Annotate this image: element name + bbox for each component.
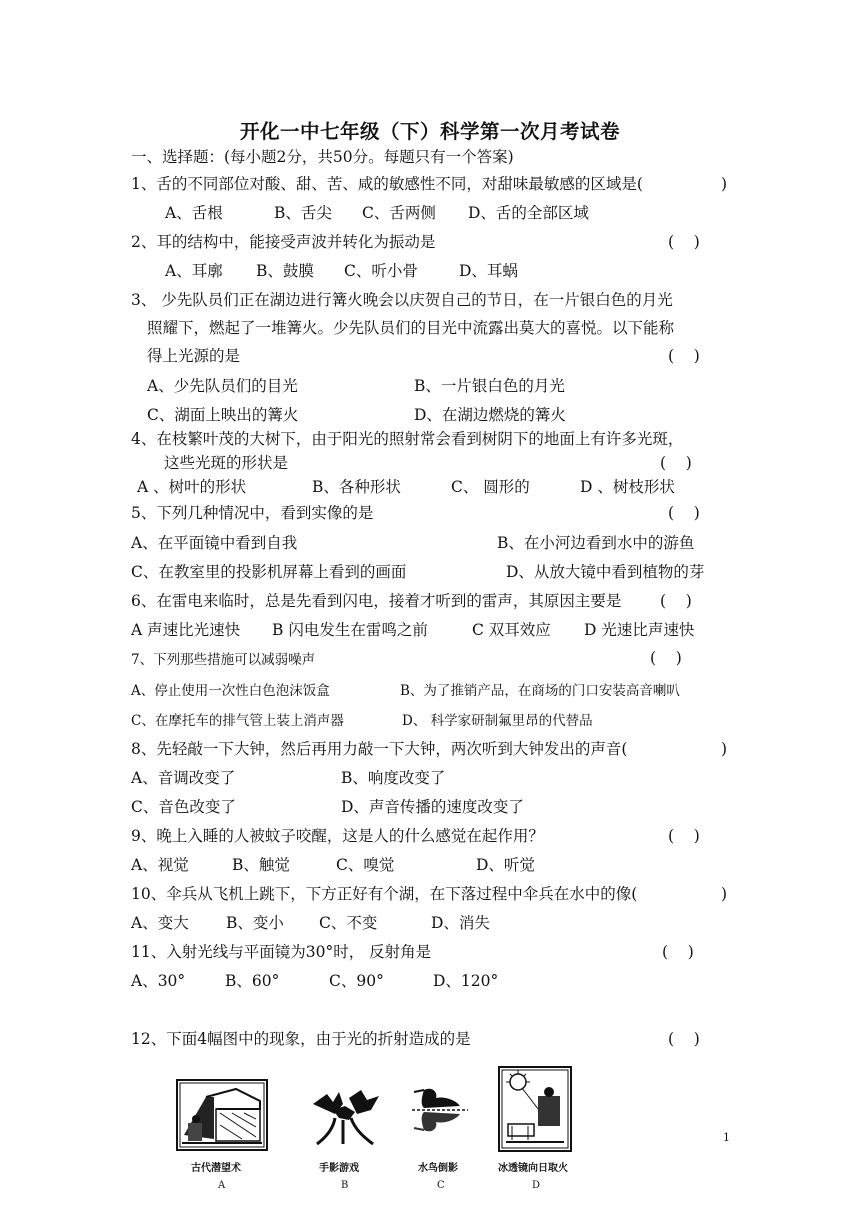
q1-option-b: B、舌尖: [274, 204, 332, 222]
q2-answer-blank: ( ): [668, 233, 700, 251]
q11-stem: 11、入射光线与平面镜为30°时， 反射角是: [131, 943, 432, 961]
q1-stem: 1、舌的不同部位对酸、甜、苦、咸的敏感性不同，对甜味最敏感的区域是(: [131, 175, 643, 193]
figure-a-label: A: [218, 1180, 226, 1191]
q10-stem: 10、伞兵从飞机上跳下，下方正好有个湖，在下落过程中伞兵在水中的像(: [131, 885, 638, 903]
q7-option-a: A、停止使用一次性白色泡沫饭盒: [131, 683, 330, 699]
q3-stem-line-3: 得上光源的是: [147, 347, 241, 365]
q7-option-b: B、为了推销产品，在商场的门口安装高音喇叭: [400, 683, 680, 699]
q8-option-b: B、响度改变了: [341, 769, 446, 787]
exam-title: 开化一中七年级（下）科学第一次月考试卷: [239, 120, 620, 143]
figure-d-label: D: [532, 1180, 541, 1191]
q4-stem-line-1: 4、在枝繁叶茂的大树下，由于阳光的照射常会看到树阴下的地面上有许多光斑，: [131, 430, 684, 448]
q8-paren-close: ): [721, 740, 728, 758]
q5-answer-blank: ( ): [668, 504, 700, 522]
q3-option-c: C、湖面上映出的篝火: [147, 406, 299, 424]
q6-option-b: B 闪电发生在雷鸣之前: [272, 621, 428, 639]
q8-option-c: C、音色改变了: [131, 798, 236, 816]
q2-stem: 2、耳的结构中，能接受声波并转化为振动是: [131, 233, 436, 251]
q4-option-c: C、 圆形的: [451, 478, 530, 496]
periscope-illustration: [176, 1079, 268, 1151]
figure-b-label: B: [341, 1180, 349, 1191]
figure-c-caption: 水鸟倒影: [418, 1163, 458, 1174]
q9-option-c: C、嗅觉: [336, 856, 395, 874]
figure-d-caption: 冰透镜向日取火: [498, 1163, 568, 1174]
q4-option-b: B、各种形状: [312, 478, 401, 496]
q2-option-a: A、耳廓: [165, 262, 223, 280]
q11-option-d: D、120°: [433, 972, 499, 990]
q10-option-a: A、变大: [131, 914, 189, 932]
q9-option-b: B、触觉: [232, 856, 290, 874]
q9-answer-blank: ( ): [668, 827, 700, 845]
q5-option-b: B、在小河边看到水中的游鱼: [497, 534, 695, 552]
q12-stem: 12、下面4幅图中的现象，由于光的折射造成的是: [131, 1030, 471, 1048]
figure-b-caption: 手影游戏: [319, 1163, 359, 1174]
q4-answer-blank: ( ): [660, 454, 692, 472]
q3-option-b: B、一片银白色的月光: [414, 377, 565, 395]
q3-answer-blank: ( ): [668, 347, 700, 365]
figure-a-caption: 古代潜望术: [191, 1163, 241, 1174]
q3-stem-line-1: 3、 少先队员们正在湖边进行篝火晚会以庆贺自己的节日，在一片银白色的月光: [131, 291, 673, 309]
q4-option-a: A 、树叶的形状: [137, 478, 247, 496]
q2-option-d: D、耳蜗: [459, 262, 518, 280]
hand-shadow-illustration: [309, 1084, 385, 1148]
q6-answer-blank: ( ): [660, 592, 692, 610]
q7-option-c: C、在摩托车的排气管上装上消声器: [131, 713, 344, 729]
q6-option-c: C 双耳效应: [472, 621, 551, 639]
q6-option-a: A 声速比光速快: [131, 621, 241, 639]
q1-paren-close: ): [721, 175, 728, 193]
q5-option-a: A、在平面镜中看到自我: [131, 534, 298, 552]
q2-option-c: C、听小骨: [344, 262, 418, 280]
q10-option-d: D、消失: [431, 914, 490, 932]
section-heading: 一、选择题：(每小题2分，共50分。每题只有一个答案): [131, 148, 514, 166]
q10-option-c: C、不变: [319, 914, 378, 932]
q5-stem: 5、下列几种情况中，看到实像的是: [131, 504, 374, 522]
q3-option-a: A、少先队员们的目光: [147, 377, 298, 395]
q7-stem: 7、下列那些措施可以减弱噪声: [131, 652, 316, 668]
q12-answer-blank: ( ): [668, 1030, 700, 1048]
ice-lens-fire-illustration: [498, 1066, 572, 1152]
q4-option-d: D 、树枝形状: [580, 478, 675, 496]
q2-option-b: B、鼓膜: [256, 262, 314, 280]
q1-option-d: D、舌的全部区域: [468, 204, 589, 222]
q3-option-d: D、在湖边燃烧的篝火: [414, 406, 566, 424]
q8-option-d: D、声音传播的速度改变了: [341, 798, 524, 816]
bird-reflection-illustration: [410, 1084, 470, 1140]
q5-option-d: D、从放大镜中看到植物的芽: [506, 563, 705, 581]
q11-option-b: B、60°: [225, 972, 280, 990]
q11-option-a: A、30°: [131, 972, 186, 990]
q1-option-c: C、舌两侧: [362, 204, 436, 222]
page-number: 1: [723, 1131, 730, 1144]
q3-stem-line-2: 照耀下，燃起了一堆篝火。少先队员们的目光中流露出莫大的喜悦。以下能称: [147, 319, 675, 337]
q9-option-d: D、听觉: [476, 856, 535, 874]
q8-stem: 8、先轻敲一下大钟，然后再用力敲一下大钟，两次听到大钟发出的声音(: [131, 740, 628, 758]
q10-option-b: B、变小: [226, 914, 284, 932]
q10-paren-close: ): [721, 885, 728, 903]
q9-stem: 9、晚上入睡的人被蚊子咬醒，这是人的什么感觉在起作用？: [131, 827, 544, 845]
q7-answer-blank: ( ): [650, 649, 682, 667]
q5-option-c: C、在教室里的投影机屏幕上看到的画面: [131, 563, 407, 581]
figure-c-label: C: [437, 1180, 445, 1191]
q1-option-a: A、舌根: [165, 204, 223, 222]
q6-option-d: D 光速比声速快: [584, 621, 695, 639]
q8-option-a: A、音调改变了: [131, 769, 236, 787]
q9-option-a: A、视觉: [131, 856, 189, 874]
q4-stem-line-2: 这些光斑的形状是: [164, 454, 289, 472]
q11-option-c: C、90°: [329, 972, 384, 990]
q6-stem: 6、在雷电来临时，总是先看到闪电，接着才听到的雷声，其原因主要是: [131, 592, 622, 610]
q11-answer-blank: ( ): [662, 943, 694, 961]
q7-option-d: D、 科学家研制氟里昂的代替品: [402, 713, 593, 729]
